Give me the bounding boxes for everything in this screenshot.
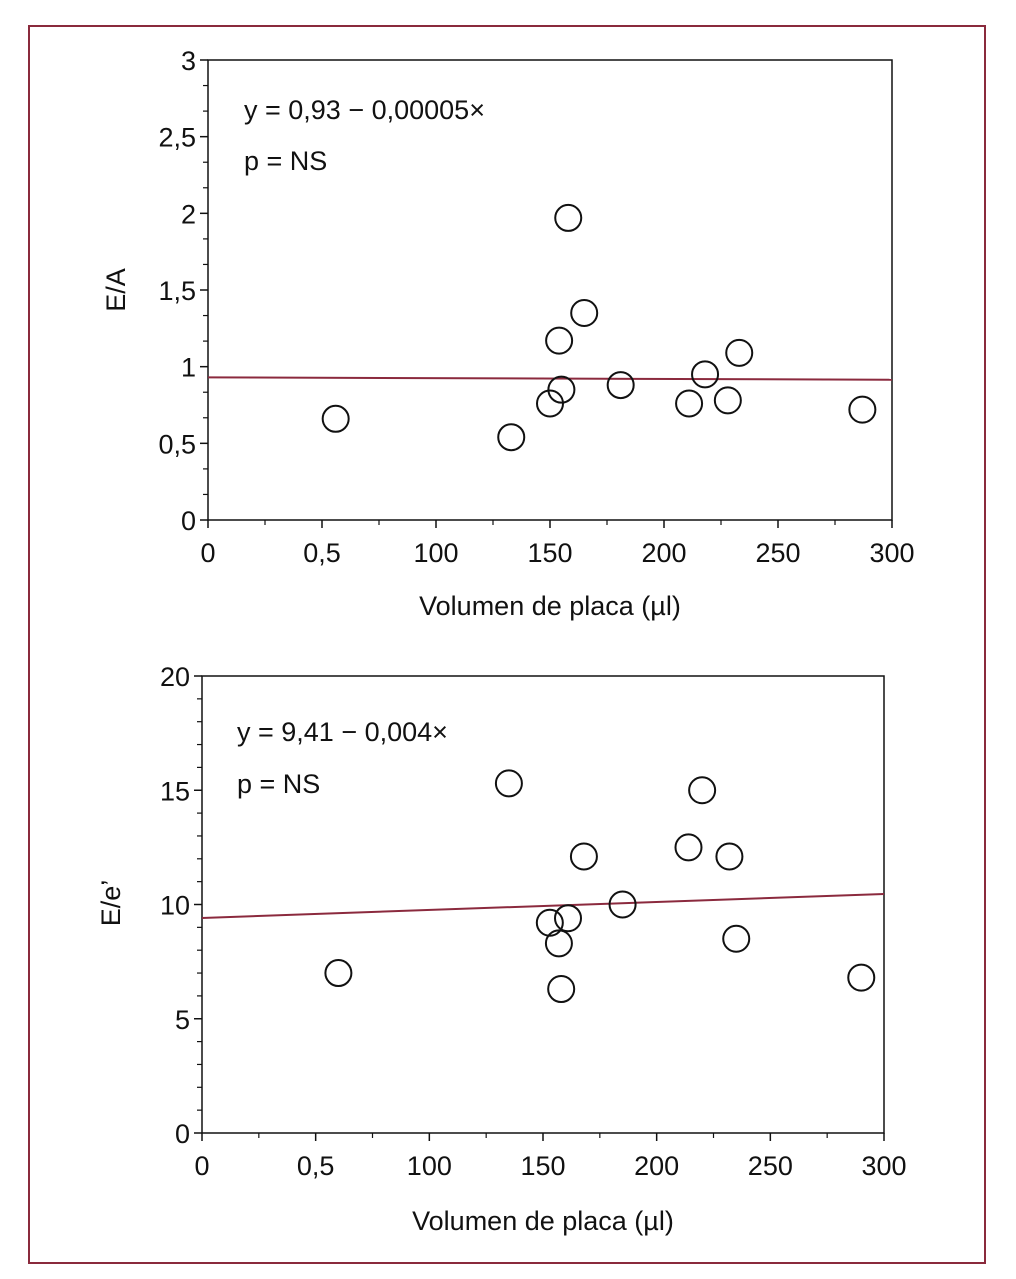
data-point [325, 960, 351, 986]
data-point [848, 965, 874, 991]
data-point [716, 844, 742, 870]
y-tick-label: 0 [174, 1119, 190, 1149]
x-axis-label-ee: Volumen de placa (µl) [412, 1206, 674, 1236]
chart-ee [96, 662, 907, 1236]
x-tick-label: 0 [200, 538, 216, 568]
data-point [726, 340, 752, 366]
data-point [537, 910, 563, 936]
x-tick-label: 0,5 [303, 538, 341, 568]
data-point [676, 390, 702, 416]
data-point [675, 834, 701, 860]
x-tick-label: 200 [634, 1151, 680, 1181]
y-tick-label: 5 [174, 1004, 190, 1035]
y-tick-label: 10 [159, 890, 190, 921]
x-tick-label: 250 [755, 538, 801, 568]
data-point [496, 770, 522, 796]
points-ea [323, 205, 876, 450]
regression-line-ee [202, 894, 884, 918]
y-axis-label-ea: E/A [101, 268, 131, 312]
data-point [571, 844, 597, 870]
data-point [715, 387, 741, 413]
y-tick-label: 15 [159, 776, 190, 807]
y-tick-label: 1 [180, 352, 196, 383]
y-tick-label: 0 [180, 506, 196, 536]
pvalue-ee: p = NS [237, 769, 321, 799]
points-ee [325, 770, 874, 1002]
data-point [571, 300, 597, 326]
data-point [548, 976, 574, 1002]
y-tick-label: 20 [159, 662, 190, 692]
x-tick-label: 0 [194, 1151, 210, 1181]
equation-ee: y = 9,41 − 0,004× [237, 717, 448, 747]
data-point [608, 372, 634, 398]
x-tick-label: 300 [869, 538, 915, 568]
data-point [849, 397, 875, 423]
y-tick-label: 3 [180, 46, 196, 76]
plot-area-ea [208, 60, 892, 520]
data-point [692, 361, 718, 387]
regression-line-ea [208, 377, 892, 379]
data-point [546, 930, 572, 956]
regression-line [202, 894, 884, 918]
chart-ea [101, 46, 915, 621]
x-tick-label: 250 [747, 1151, 793, 1181]
regression-line [208, 377, 892, 379]
x-tick-label: 100 [406, 1151, 452, 1181]
x-axis-label-ea: Volumen de placa (µl) [419, 591, 681, 621]
data-point [555, 905, 581, 931]
data-point [498, 424, 524, 450]
equation-ea: y = 0,93 − 0,00005× [244, 95, 485, 125]
data-point [723, 926, 749, 952]
data-point [689, 777, 715, 803]
pvalue-ea: p = NS [244, 146, 328, 176]
y-tick-label: 1,5 [158, 276, 196, 306]
x-tick-label: 150 [527, 538, 573, 568]
data-point [555, 205, 581, 231]
x-tick-label: 150 [520, 1151, 566, 1181]
x-tick-label: 100 [413, 538, 459, 568]
y-tick-label: 2,5 [158, 122, 196, 153]
y-axis-label-ee: E/e’ [96, 879, 126, 927]
data-point [323, 406, 349, 432]
y-tick-label: 2 [180, 199, 196, 230]
x-tick-label: 0,5 [296, 1151, 335, 1181]
x-tick-label: 300 [861, 1151, 907, 1181]
data-point [546, 328, 572, 354]
x-tick-label: 200 [641, 538, 687, 568]
y-tick-label: 0,5 [158, 429, 196, 460]
